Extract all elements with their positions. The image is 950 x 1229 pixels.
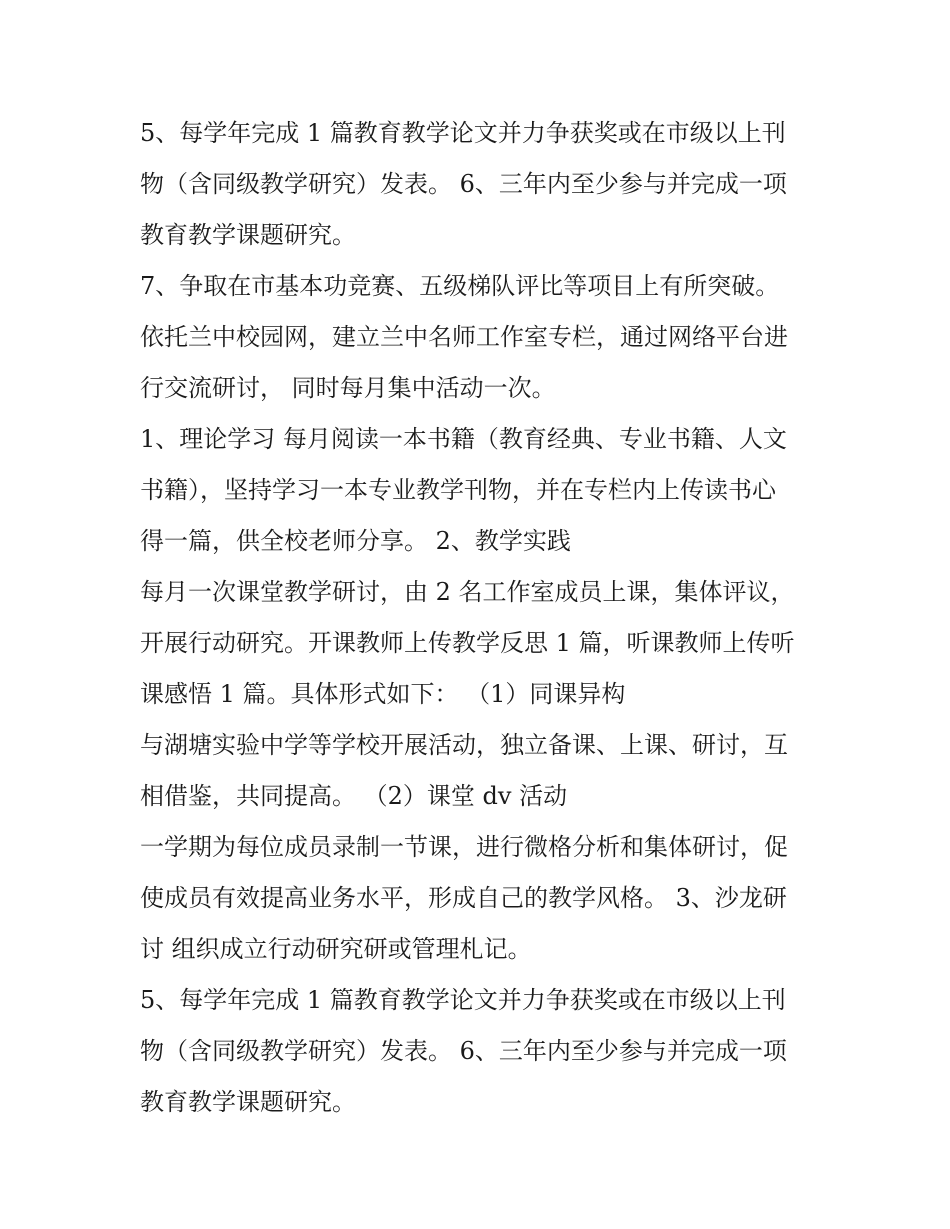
- text-line: 行交流研讨， 同时每月集中活动一次。: [140, 374, 556, 402]
- text-line: 得一篇，供全校老师分享。 2、教学实践: [140, 527, 571, 555]
- text-line: 一学期为每位成员录制一节课，进行微格分析和集体研讨，促: [140, 833, 788, 861]
- text-line: 1、理论学习 每月阅读一本书籍（教育经典、专业书籍、人文: [140, 425, 787, 453]
- text-line: 书籍），坚持学习一本专业教学刊物，并在专栏内上传读书心: [140, 476, 776, 504]
- text-line: 相借鉴，共同提高。 （2）课堂 dv 活动: [140, 782, 568, 810]
- text-line: 5、每学年完成 1 篇教育教学论文并力争获奖或在市级以上刊: [140, 986, 786, 1014]
- text-line: 与湖塘实验中学等学校开展活动，独立备课、上课、研讨，互: [140, 731, 788, 759]
- text-line: 使成员有效提高业务水平，形成自己的教学风格。 3、沙龙研: [140, 884, 787, 912]
- text-line: 物（含同级教学研究）发表。 6、三年内至少参与并完成一项: [140, 170, 787, 198]
- text-line: 课感悟 1 篇。具体形式如下： （1）同课异构: [140, 680, 626, 708]
- text-line: 教育教学课题研究。: [140, 1088, 356, 1116]
- text-line: 5、每学年完成 1 篇教育教学论文并力争获奖或在市级以上刊: [140, 119, 786, 147]
- text-line: 教育教学课题研究。: [140, 221, 356, 249]
- text-line: 依托兰中校园网，建立兰中名师工作室专栏，通过网络平台进: [140, 323, 788, 351]
- text-line: 讨 组织成立行动研究研或管理札记。: [140, 935, 532, 963]
- document-body: [140, 108, 820, 1128]
- text-line: 物（含同级教学研究）发表。 6、三年内至少参与并完成一项: [140, 1037, 787, 1065]
- text-line: 7、争取在市基本功竞赛、五级梯队评比等项目上有所突破。: [140, 272, 780, 300]
- text-line: 开展行动研究。开课教师上传教学反思 1 篇，听课教师上传听: [140, 629, 795, 657]
- text-line: 每月一次课堂教学研讨，由 2 名工作室成员上课，集体评议，: [140, 578, 795, 606]
